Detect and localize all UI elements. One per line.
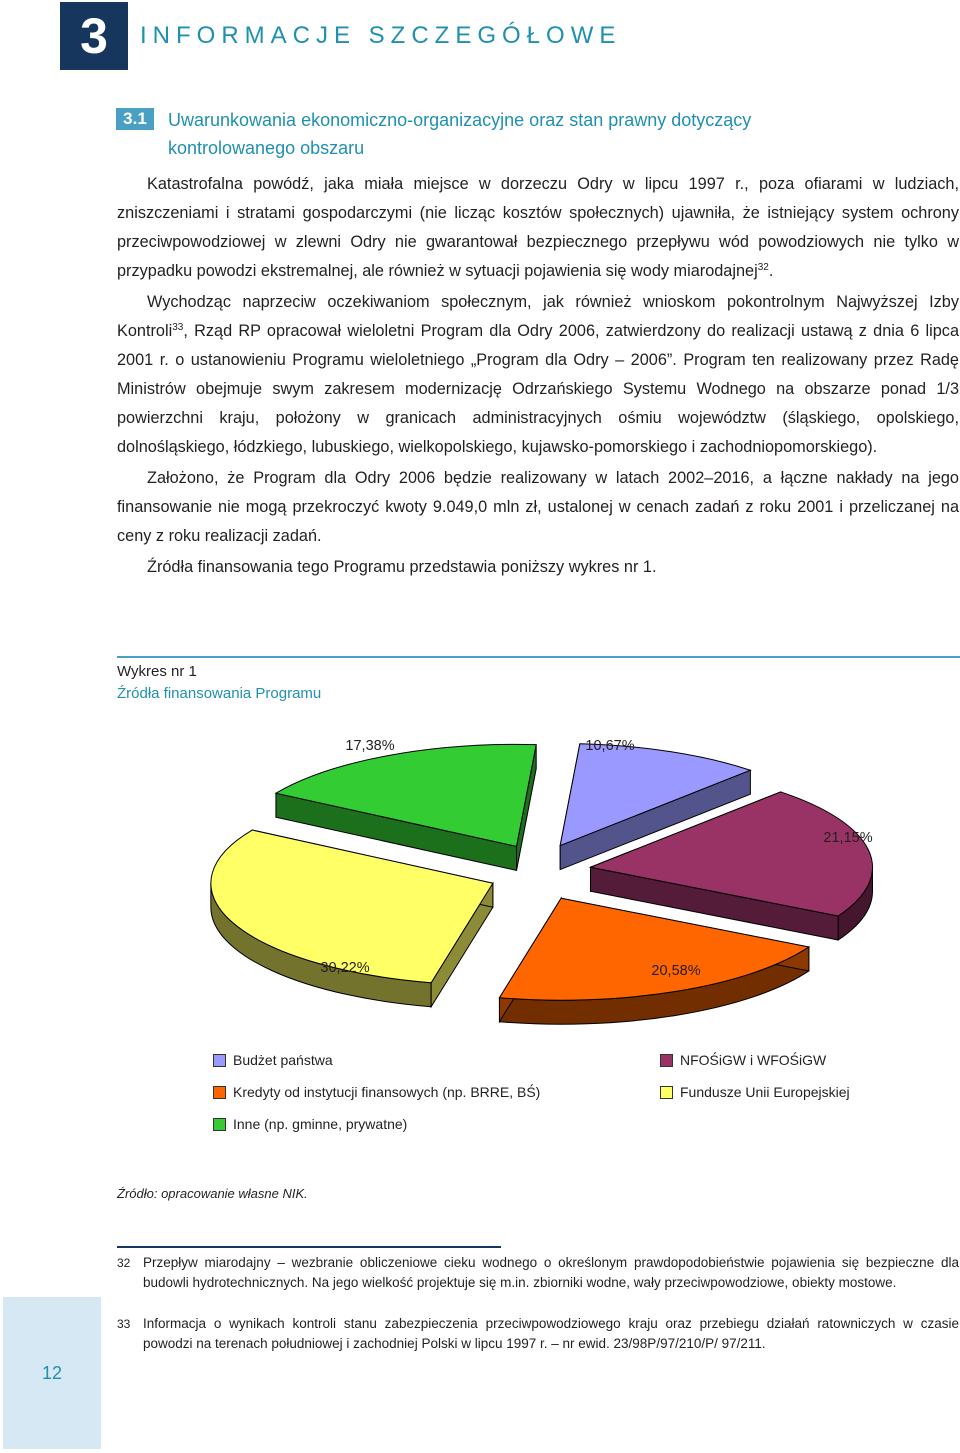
footnote-32 bbox=[117, 1253, 959, 1293]
section-title: Uwarunkowania ekonomiczno-organizacyjne oraz stan prawny dotyczący kontrolowanego obszaru bbox=[168, 110, 752, 158]
footnote-text: Przepływ miarodajny – wezbranie obliczeniowe cieku wodnego o określonym prawdopodobieństwie pojawienia się bezpieczne dla budowli hydrotechnicznych. Na jego wielkość projektuje się m.in. zbiorniki wodne, wały przeciwpowodziowe, obiekty mostowe. bbox=[143, 1255, 959, 1290]
footnote-ref-33[interactable]: 33 bbox=[172, 322, 184, 333]
legend-item-fundusze-ue: Fundusze Unii Europejskiej bbox=[660, 1084, 850, 1100]
pie-label-kredyty: 20,58% bbox=[651, 963, 701, 979]
legend-item-inne: Inne (np. gminne, prywatne) bbox=[213, 1116, 407, 1132]
pie-label-inne: 17,38% bbox=[345, 738, 395, 754]
paragraph-1: Katastrofalna powódź, jaka miała miejsce w dorzeczu Odry w lipcu 1997 r., poza ofiarami w ludziach, zniszczeniami i stratami gospodarczymi (nie licząc kosztów społecznych) ujawniła, że istniejący system ochrony przeciwpowodziowej w zlewni Odry nie gwarantował bezpiecznego przepływu wód powodziowych nie tylko w przypadku powodzi ekstremalnej, ale również w sytuacji pojawienia się wody miarodajnej$^{32}$. bbox=[117, 175, 959, 280]
pie-slice-fundusze-ue bbox=[211, 830, 493, 1007]
paragraph-3: Założono, że Program dla Odry 2006 będzie realizowany w latach 2002–2016, a łączne nakłady na jego finansowanie nie mogą przekroczyć kwoty 9.049,0 mln zł, ustalonej w cenach zadań z roku 2001 i przeliczanej na ceny z roku realizacji zadań. bbox=[117, 469, 959, 545]
legend-item-budzet: Budżet państwa bbox=[213, 1052, 333, 1068]
legend-swatch bbox=[660, 1086, 673, 1099]
legend-swatch bbox=[213, 1054, 226, 1067]
footnote-text: Informacja o wynikach kontroli stanu zabezpieczenia przeciwpowodziowego kraju oraz przebiegu działań ratowniczych w czasie powodzi na terenach południowej i zachodniej Polski w lipcu 1997 r. – nr ewid. 23/98P/97/210/P/ 97/211. bbox=[143, 1316, 959, 1351]
legend-swatch bbox=[213, 1118, 226, 1131]
paragraph-2: Wychodząc naprzeciw oczekiwaniom społecznym, jak również wnioskom pokontrolnym Najwyższej Izby Kontroli$^{33}$, Rząd RP opracował wieloletni Program dla Odry 2006, zatwierdzony do realizacji ustawą z dnia 6 lipca 2001 r. o ustanowieniu Programu wieloletniego „Program dla Odry – 2006”. Program ten realizowany przez Radę Ministrów obejmuje swym zakresem modernizację Odrzańskiego Systemu Wodnego na obszarze ponad 1/3 powierzchni kraju, położony w granicach administracyjnych ośmiu województw (śląskiego, opolskiego, dolnośląskiego, łódzkiego, lubuskiego, wielkopolskiego, kujawsko-pomorskiego i zachodniopomorskiego). bbox=[117, 293, 959, 456]
figure-label: Wykres nr 1 bbox=[117, 663, 197, 680]
footnote-ref-32[interactable]: 32 bbox=[757, 262, 769, 273]
footnote-rule bbox=[117, 1246, 501, 1248]
figure-title: Źródła finansowania Programu bbox=[117, 685, 322, 702]
pie-label-fundusze-ue: 30,22% bbox=[320, 960, 370, 976]
pie-label-nfosigw: 21,15% bbox=[823, 830, 873, 846]
legend-item-kredyty: Kredyty od instytucji finansowych (np. BRRE, BŚ) bbox=[213, 1084, 540, 1100]
section-number: 3.1 bbox=[116, 108, 154, 130]
footnote-number: 33 bbox=[117, 1317, 131, 1331]
page-number: 12 bbox=[3, 1297, 101, 1449]
legend-swatch bbox=[660, 1054, 673, 1067]
chapter-number: 3 bbox=[60, 2, 128, 70]
legend-swatch bbox=[213, 1086, 226, 1099]
paragraph-4: Źródła finansowania tego Programu przedstawia poniższy wykres nr 1. bbox=[147, 558, 657, 576]
legend-item-nfosigw: NFOŚiGW i WFOŚiGW bbox=[660, 1052, 826, 1068]
chapter-title: INFORMACJE SZCZEGÓŁOWE bbox=[140, 22, 622, 49]
pie-label-budzet: 10,67% bbox=[585, 738, 635, 754]
figure-source: Źródło: opracowanie własne NIK. bbox=[117, 1186, 308, 1201]
footnote-number: 32 bbox=[117, 1256, 131, 1270]
footnote-33 bbox=[117, 1314, 959, 1354]
